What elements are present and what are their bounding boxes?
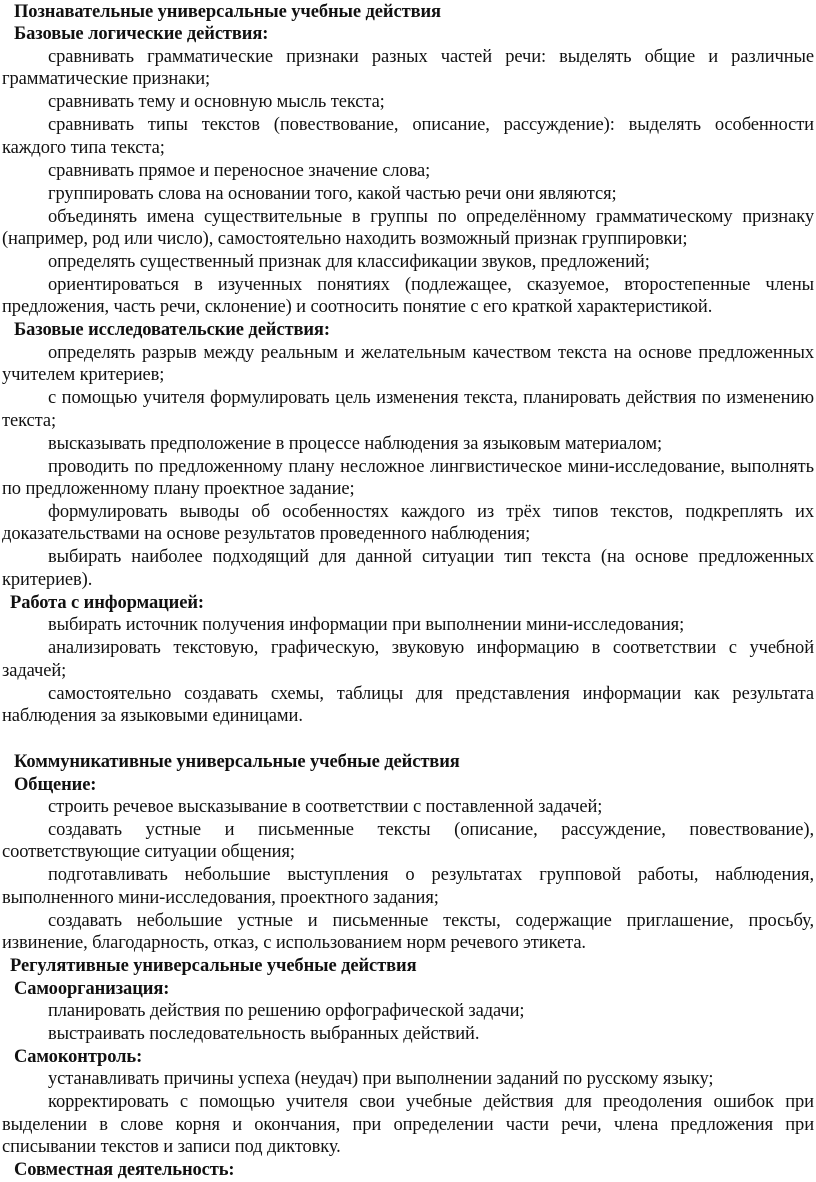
heading-information-work: Работа с информацией: xyxy=(10,592,204,613)
list-item: корректировать с помощью учителя свои учебные действия для преодоления ошибок при выделении в слове корня и окончания, при определении части речи, члена предложения при списывании текстов и записи под диктовку. xyxy=(2,1092,814,1158)
heading-self-organization: Самоорганизация: xyxy=(14,978,170,999)
heading-communication: Общение: xyxy=(14,774,97,795)
list-item: объединять имена существительные в группы по определённому грамматическому признаку (например, род или число), самостоятельно находить возможный признак группировки; xyxy=(2,206,814,250)
list-item: проводить по предложенному плану несложное лингвистическое мини-исследование, выполнять по предложенному плану проектное задание; xyxy=(2,456,814,500)
list-item: планировать действия по решению орфографической задачи; xyxy=(48,1000,525,1021)
list-item: высказывать предположение в процессе наблюдения за языковым материалом; xyxy=(48,433,662,454)
list-item: подготавливать небольшие выступления о результатах групповой работы, наблюдения, выполненного мини-исследования, проектного задания; xyxy=(2,865,814,908)
section-title-cognitive: Познавательные универсальные учебные действия xyxy=(14,2,441,22)
list-item: выстраивать последовательность выбранных действий. xyxy=(48,1023,480,1044)
list-item: сравнивать типы текстов (повествование, описание, рассуждение): выделять особенности каждого типа текста; xyxy=(2,115,814,158)
list-item: анализировать текстовую, графическую, звуковую информацию в соответствии с учебной задачей; xyxy=(2,638,814,681)
section-title-regulatory: Регулятивные универсальные учебные действия xyxy=(10,956,417,977)
list-item: строить речевое высказывание в соответствии с поставленной задачей; xyxy=(48,796,603,817)
heading-logical-actions: Базовые логические действия: xyxy=(14,24,269,45)
list-item: создавать устные и письменные тексты (описание, рассуждение, повествование), соответствующие ситуации общения; xyxy=(2,819,814,863)
heading-self-control: Самоконтроль: xyxy=(14,1046,143,1067)
heading-research-actions: Базовые исследовательские действия: xyxy=(14,320,330,341)
list-item: выбирать наиболее подходящий для данной ситуации тип текста (на основе предложенных критериев). xyxy=(2,547,814,590)
spacer xyxy=(2,728,814,750)
list-item: группировать слова на основании того, какой частью речи они являются; xyxy=(48,183,617,204)
list-item: сравнивать тему и основную мысль текста; xyxy=(48,92,385,113)
list-item: сравнивать прямое и переносное значение слова; xyxy=(48,160,431,181)
section-title-communicative: Коммуникативные универсальные учебные действия xyxy=(14,752,460,773)
list-item: создавать небольшие устные и письменные тексты, содержащие приглашение, просьбу, извинение, благодарность, отказ, с использованием норм речевого этикета. xyxy=(2,910,814,954)
list-item: определять разрыв между реальным и желательным качеством текста на основе предложенных учителем критериев; xyxy=(2,342,814,386)
list-item: устанавливать причины успеха (неудач) при выполнении заданий по русскому языку; xyxy=(48,1069,714,1090)
list-item: формулировать выводы об особенностях каждого из трёх типов текстов, подкреплять их доказательствами на основе результатов проведенного наблюдения; xyxy=(2,502,814,545)
list-item: выбирать источник получения информации при выполнении мини-исследования; xyxy=(48,615,685,636)
list-item: с помощью учителя формулировать цель изменения текста, планировать действия по изменению текста; xyxy=(2,388,814,431)
list-item: сравнивать грамматические признаки разных частей речи: выделять общие и различные грамматические признаки; xyxy=(2,46,814,90)
heading-joint-activity: Совместная деятельность: xyxy=(14,1160,235,1181)
list-item: ориентироваться в изученных понятиях (подлежащее, сказуемое, второстепенные члены предложения, часть речи, склонение) и соотносить понятие с его краткой характеристикой. xyxy=(2,275,814,318)
list-item: самостоятельно создавать схемы, таблицы для представления информации как результата наблюдения за языковыми единицами. xyxy=(2,683,814,727)
list-item: определять существенный признак для классификации звуков, предложений; xyxy=(48,252,650,273)
